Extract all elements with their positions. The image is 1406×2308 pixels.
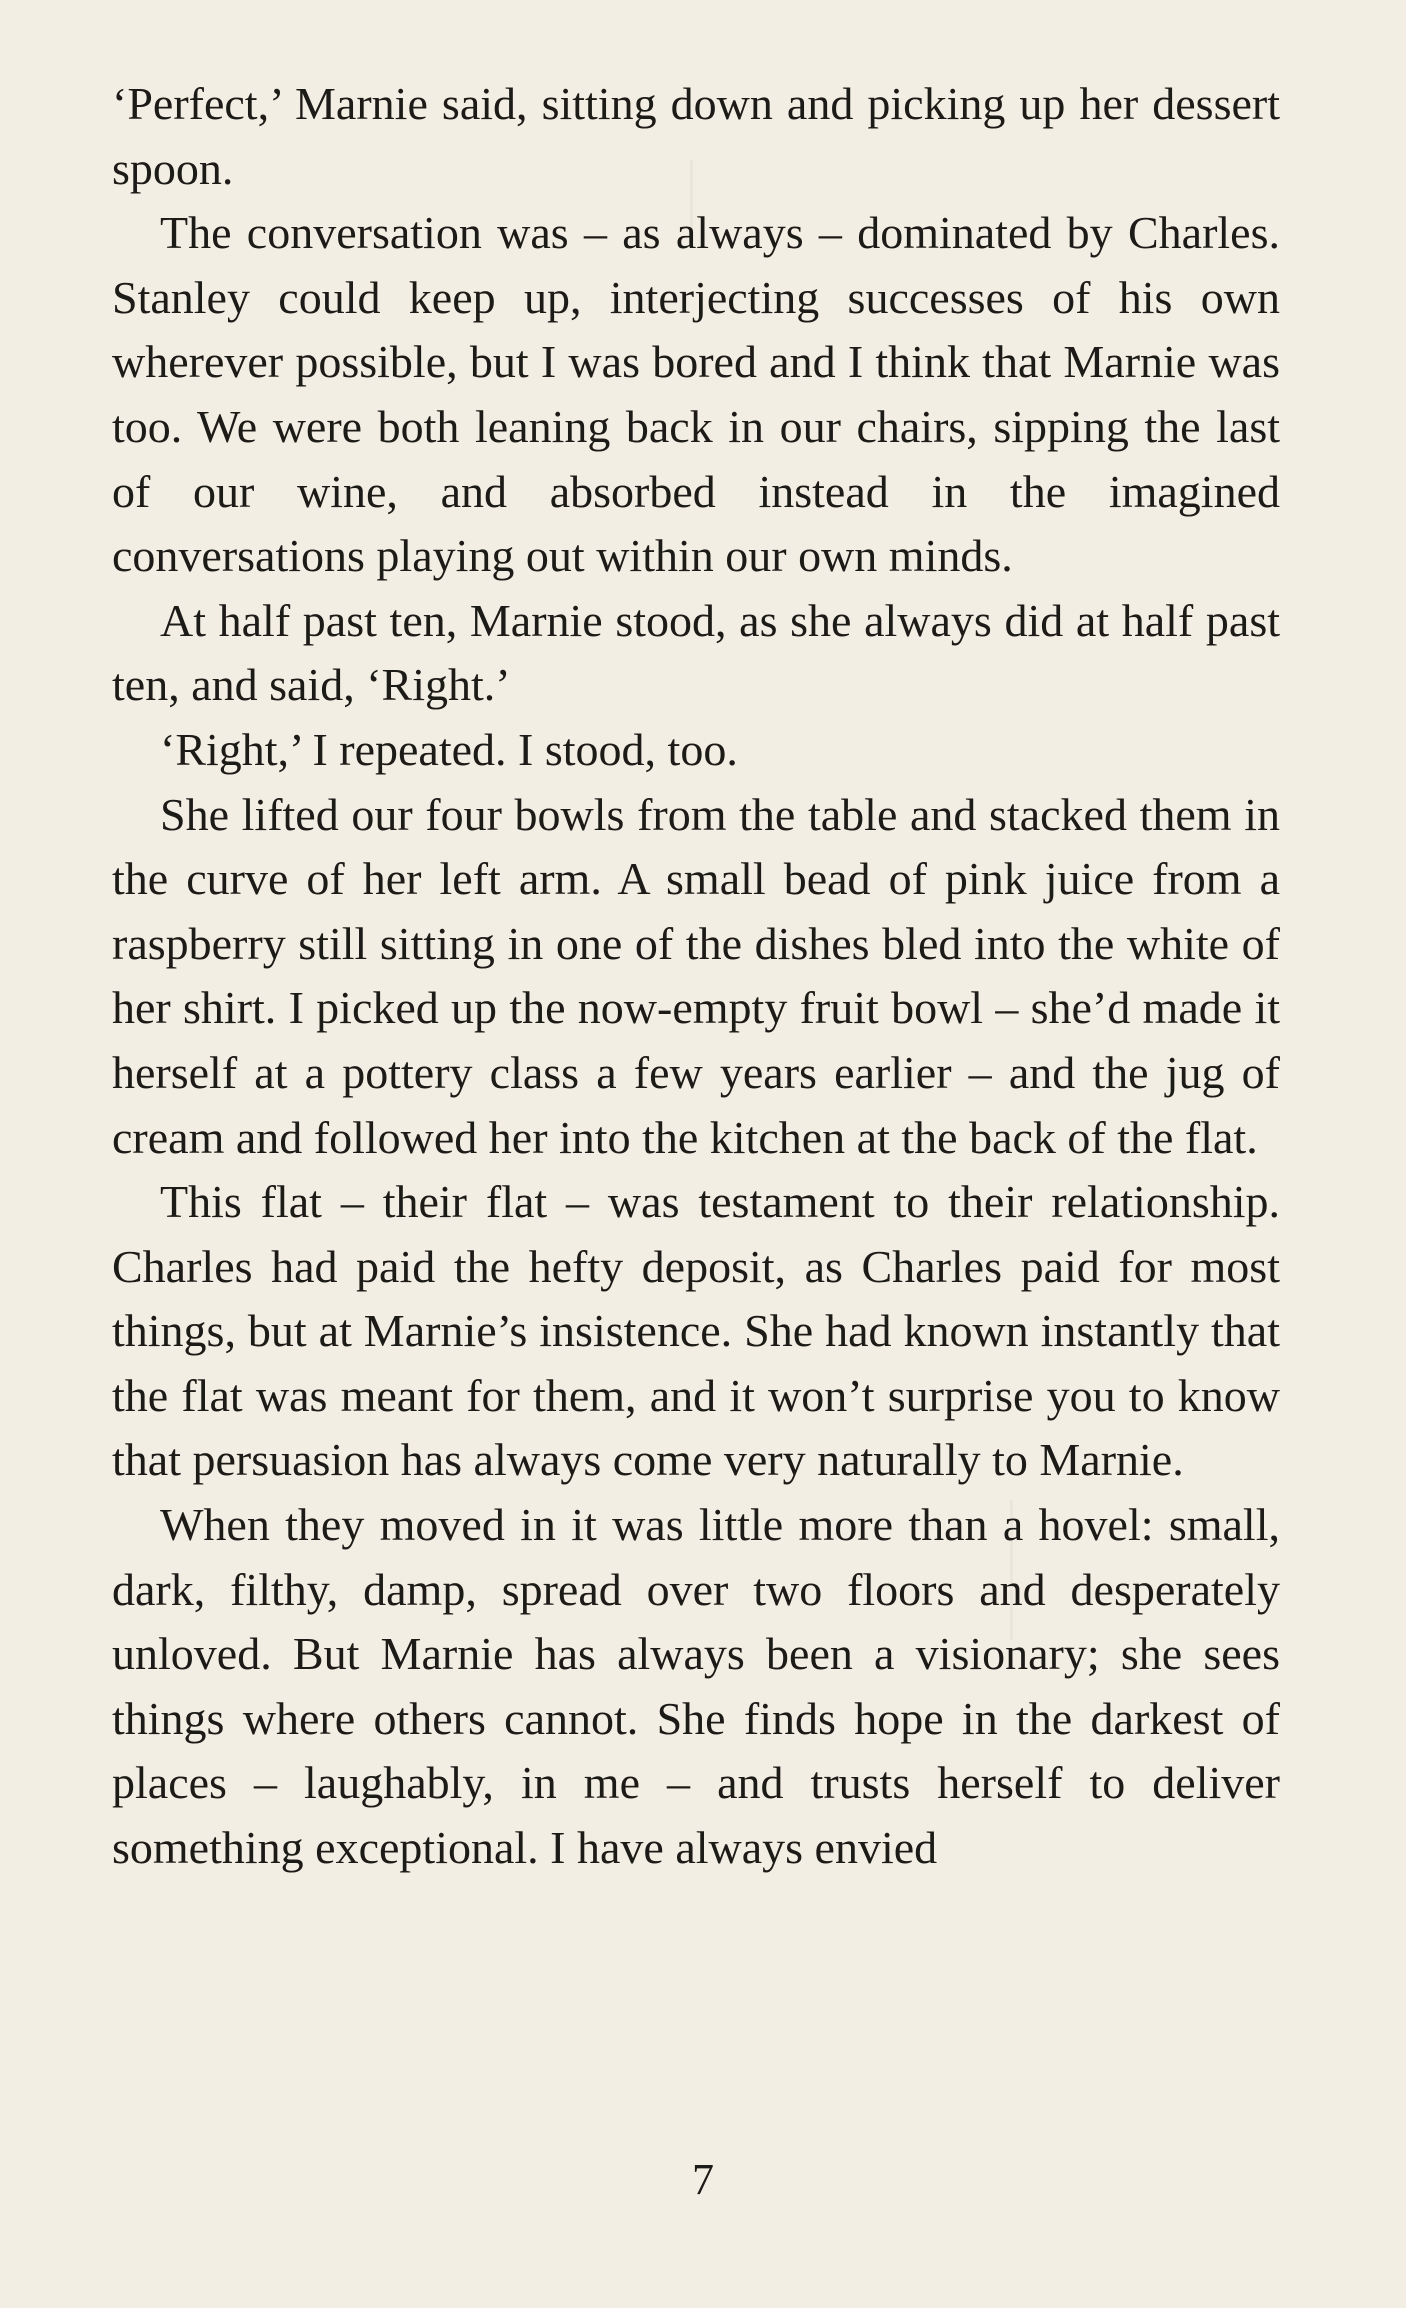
paragraph: This flat – their flat – was testament to their relationship. Charles had paid the hefty deposit, as Charles paid for most things, but at Marnie’s insistence. She had known instantly that the flat was meant for them, and it won’t surprise you to know that persuasion has always come very naturally to Marnie. bbox=[112, 1176, 1280, 1486]
page-body bbox=[112, 72, 1280, 1881]
paragraph: At half past ten, Marnie stood, as she always did at half past ten, and said, ‘Right.’ bbox=[112, 594, 1280, 711]
paragraph: ‘Perfect,’ Marnie said, sitting down and picking up her dessert spoon. bbox=[112, 78, 1280, 194]
paragraph: When they moved in it was little more than a hovel: small, dark, filthy, damp, spread over two floors and desperately unloved. But Marnie has always been a visionary; she sees things where others cannot. She finds hope in the darkest of places – laughably, in me – and trusts herself to deliver something exceptional. I have always envied bbox=[112, 1499, 1280, 1874]
paragraph: She lifted our four bowls from the table and stacked them in the curve of her left arm. A small bead of pink juice from a raspberry still sitting in one of the dishes bled into the white of her shirt. I picked up the now-empty fruit bowl – she’d made it herself at a pottery class a few years earlier – and the jug of cream and followed her into the kitchen at the back of the flat. bbox=[112, 788, 1280, 1163]
paragraph: The conversation was – as always – dominated by Charles. Stanley could keep up, interjecting successes of his own wherever possible, but I was bored and I think that Marnie was too. We were both leaning back in our chairs, sipping the last of our wine, and absorbed instead in the imagined conversations playing out within our own minds. bbox=[112, 207, 1280, 582]
paragraph: ‘Right,’ I repeated. I stood, too. bbox=[160, 723, 738, 775]
page-number: 7 bbox=[692, 2155, 714, 2204]
